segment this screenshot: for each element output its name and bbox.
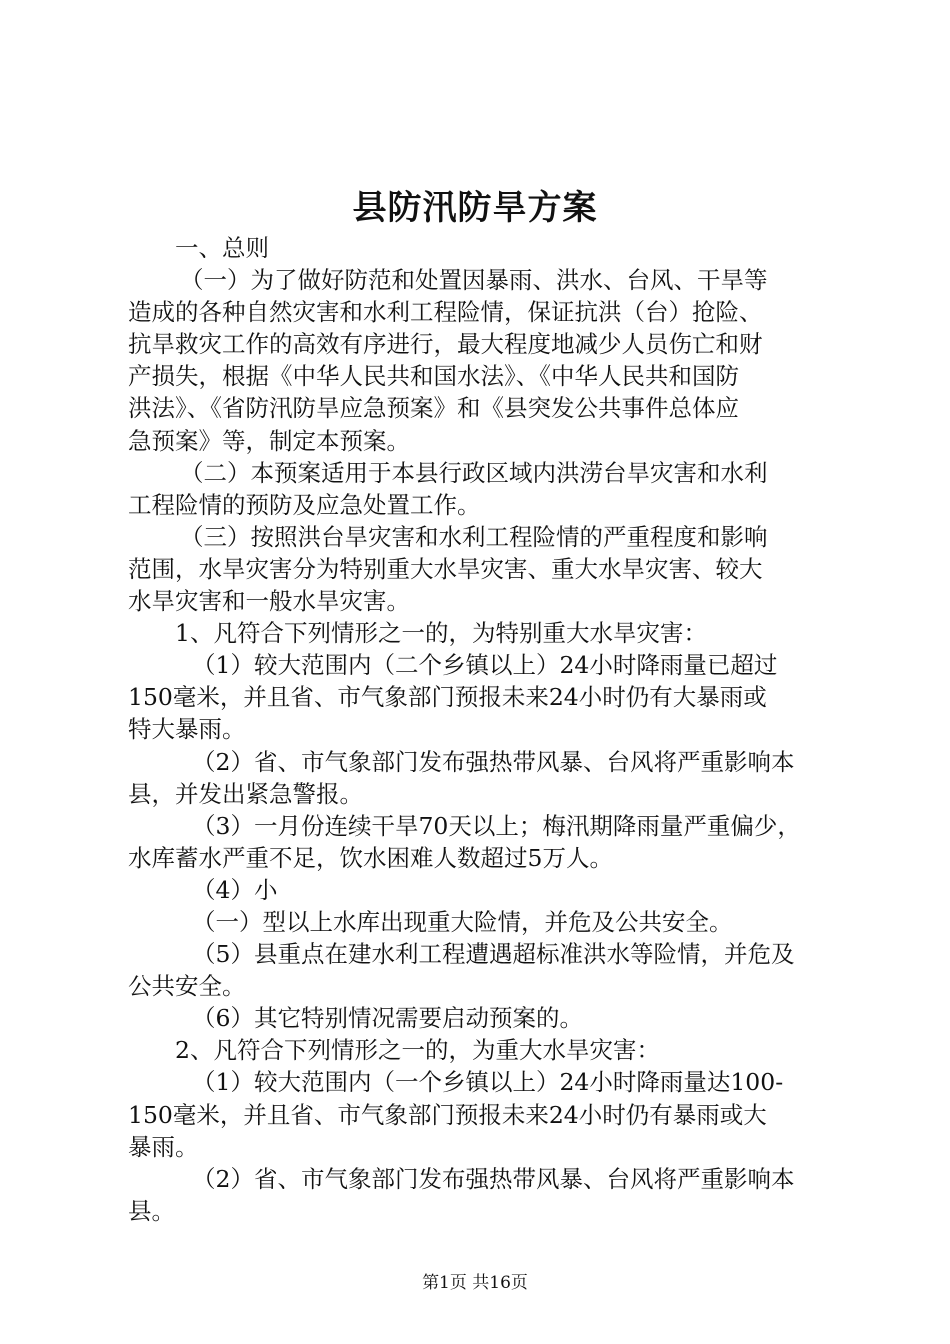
text-line: （2）省、市气象部门发布强热带风暴、台风将严重影响本 bbox=[192, 747, 795, 776]
document-title: 县防汛防旱方案 bbox=[352, 188, 598, 228]
text-line: 公共安全。 bbox=[128, 972, 246, 1001]
text-line: 县。 bbox=[128, 1196, 175, 1225]
text-line: 产损失，根据《中华人民共和国水法》、《中华人民共和国防 bbox=[128, 362, 739, 391]
text-line: 洪法》、《省防汛防旱应急预案》和《县突发公共事件总体应 bbox=[128, 394, 739, 423]
document-body bbox=[128, 232, 833, 1227]
text-line: （3）一月份连续干旱70天以上；梅汛期降雨量严重偏少， bbox=[192, 811, 801, 840]
text-line: （1）较大范围内（二个乡镇以上）24小时降雨量已超过 bbox=[192, 651, 778, 680]
text-line: 150毫米，并且省、市气象部门预报未来24小时仍有大暴雨或 bbox=[128, 683, 767, 712]
text-line: （2）省、市气象部门发布强热带风暴、台风将严重影响本 bbox=[192, 1164, 795, 1193]
text-line: 急预案》等，制定本预案。 bbox=[128, 426, 410, 455]
text-line: （一）为了做好防范和处置因暴雨、洪水、台风、干旱等 bbox=[180, 266, 768, 295]
text-line: （6）其它特别情况需要启动预案的。 bbox=[192, 1004, 583, 1033]
text-line: 水旱灾害和一般水旱灾害。 bbox=[128, 587, 410, 616]
text-line: 范围，水旱灾害分为特别重大水旱灾害、重大水旱灾害、较大 bbox=[128, 554, 763, 583]
text-line: 一、总则 bbox=[175, 234, 269, 262]
text-line: 特大暴雨。 bbox=[128, 715, 246, 744]
text-line: 抗旱救灾工作的高效有序进行，最大程度地减少人员伤亡和财 bbox=[128, 330, 763, 359]
text-line: （一）型以上水库出现重大险情，并危及公共安全。 bbox=[192, 907, 733, 936]
page-footer: 第1页 共16页 bbox=[422, 1273, 528, 1293]
text-line: 水库蓄水严重不足，饮水困难人数超过5万人。 bbox=[128, 843, 613, 872]
text-line: （4）小 bbox=[192, 875, 278, 904]
text-line: 县，并发出紧急警报。 bbox=[128, 779, 363, 808]
text-line: 暴雨。 bbox=[128, 1132, 199, 1161]
text-line: 1、凡符合下列情形之一的，为特别重大水旱灾害： bbox=[175, 619, 707, 648]
text-line: （二）本预案适用于本县行政区域内洪涝台旱灾害和水利 bbox=[180, 458, 768, 487]
text-line: 工程险情的预防及应急处置工作。 bbox=[128, 490, 481, 519]
text-line: 150毫米，并且省、市气象部门预报未来24小时仍有暴雨或大 bbox=[128, 1100, 767, 1129]
text-line: 造成的各种自然灾害和水利工程险情，保证抗洪（台）抢险、 bbox=[128, 298, 763, 327]
text-line: （1）较大范围内（一个乡镇以上）24小时降雨量达100- bbox=[192, 1068, 784, 1097]
text-line: 2、凡符合下列情形之一的，为重大水旱灾害： bbox=[175, 1036, 660, 1065]
text-line: （三）按照洪台旱灾害和水利工程险情的严重程度和影响 bbox=[180, 522, 768, 551]
text-line: （5）县重点在建水利工程遭遇超标准洪水等险情，并危及 bbox=[192, 940, 795, 969]
